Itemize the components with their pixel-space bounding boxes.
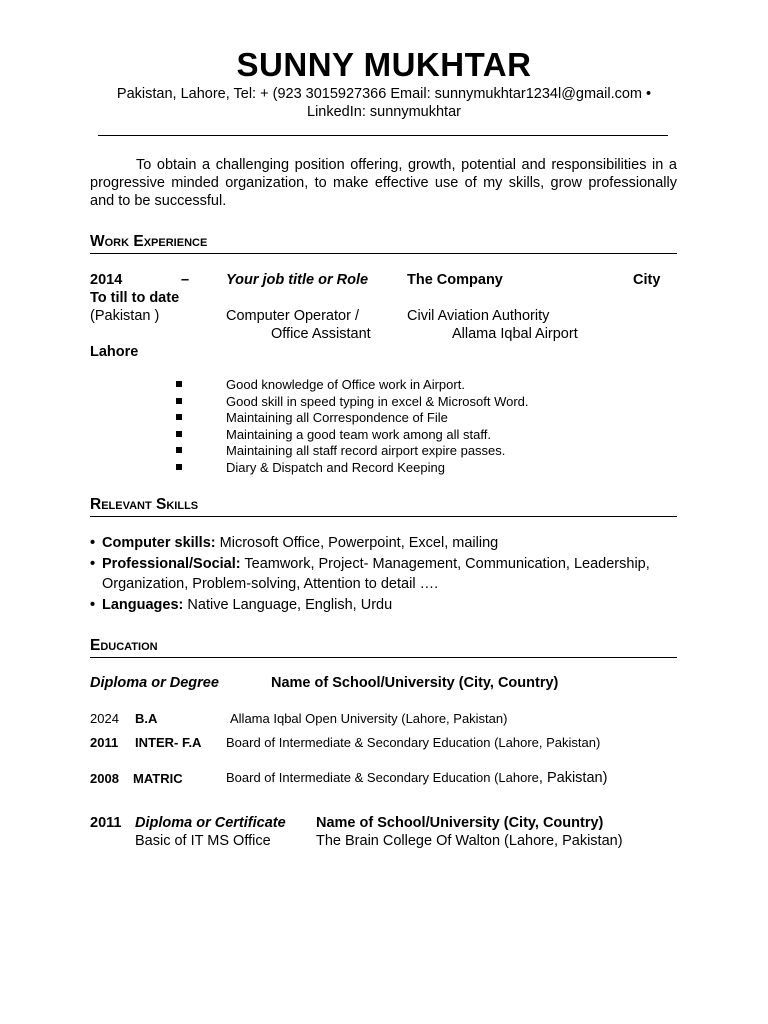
education-year: 2008: [90, 771, 119, 786]
bullet-icon: •: [90, 555, 96, 572]
square-bullet-icon: [176, 431, 182, 437]
education-degree: INTER- F.A: [135, 735, 202, 750]
skill-text: Microsoft Office, Powerpoint, Excel, mailing: [215, 535, 499, 551]
work-date-end: To till to date: [90, 290, 180, 306]
education-degree: B.A: [135, 711, 158, 726]
relevant-skills-heading: Relevant Skills: [90, 496, 677, 517]
square-bullet-icon: [176, 447, 182, 453]
education-school: Allama Iqbal Open University (Lahore, Pakistan): [230, 711, 508, 726]
duty-item: Good skill in speed typing in excel & Microsoft Word.: [226, 394, 529, 409]
duty-item: Diary & Dispatch and Record Keeping: [226, 460, 445, 475]
work-city: Lahore: [90, 344, 139, 360]
education-school-main: Board of Intermediate & Secondary Education (Lahore: [226, 770, 539, 785]
job-title-label: Your job title or Role: [226, 272, 369, 288]
square-bullet-icon: [176, 414, 182, 420]
skill-item: [90, 533, 680, 554]
duty-item: Good knowledge of Office work in Airport.: [226, 377, 465, 392]
duty-item: Maintaining all Correspondence of File: [226, 410, 448, 425]
skill-text: Native Language, English, Urdu: [183, 596, 393, 613]
square-bullet-icon: [176, 398, 182, 404]
skill-label: Languages:: [102, 596, 184, 613]
company-label: The Company: [407, 272, 503, 288]
certificate-label: Diploma or Certificate: [135, 815, 286, 831]
duty-item: Maintaining a good team work among all staff.: [226, 427, 491, 442]
skill-item: [90, 595, 680, 616]
skill-label: Computer skills:: [102, 535, 216, 551]
work-country: (Pakistan ): [90, 308, 160, 324]
work-role-line-1: Computer Operator /: [226, 308, 359, 324]
education-heading: Education: [90, 637, 677, 658]
skills-list: [90, 533, 680, 615]
contact-line-2: LinkedIn: sunnymukhtar: [307, 104, 461, 120]
work-date-start: 2014: [90, 272, 123, 288]
education-school: Board of Intermediate & Secondary Education (Lahore, Pakistan): [226, 735, 601, 750]
certificate-school-header: Name of School/University (City, Country): [316, 815, 604, 831]
work-date-dash: –: [181, 272, 190, 288]
education-degree: MATRIC: [133, 771, 183, 786]
education-year: 2011: [90, 735, 119, 750]
header-divider: [98, 135, 668, 136]
objective-paragraph: To obtain a challenging position offering, growth, potential and responsibilities in a progressive minded organization, to make effective use of my skills, grow professionally and to be successful.: [90, 157, 677, 209]
bullet-icon: •: [90, 535, 96, 551]
education-school: [226, 769, 607, 787]
square-bullet-icon: [176, 464, 182, 470]
certificate-year: 2011: [90, 815, 122, 831]
work-company-line-2: Allama Iqbal Airport: [452, 326, 578, 342]
education-col2-header: Name of School/University (City, Country): [271, 675, 559, 691]
contact-line-1: Pakistan, Lahore, Tel: + (923 3015927366 Email: sunnymukhtar1234l@gmail.com •: [116, 86, 652, 102]
skill-item: [90, 554, 680, 595]
square-bullet-icon: [176, 381, 182, 387]
bullet-icon: •: [90, 596, 96, 613]
work-experience-heading: Work Experience: [90, 233, 677, 254]
work-role-line-2: Office Assistant: [271, 326, 371, 342]
education-col1-header: Diploma or Degree: [90, 675, 219, 691]
skill-label: Professional/Social:: [102, 555, 241, 572]
certificate-name: Basic of IT MS Office: [135, 833, 271, 849]
skill-text: Teamwork, Project- Management, Communication, Leadership, Organization, Problem-solving, Attention to detail ….: [102, 555, 650, 592]
education-school-tail: , Pakistan): [538, 770, 608, 786]
education-year: 2024: [90, 711, 119, 726]
work-company-line-1: Civil Aviation Authority: [407, 308, 550, 324]
candidate-name: SUNNY MUKHTAR: [236, 46, 532, 83]
certificate-school: The Brain College Of Walton (Lahore, Pakistan): [316, 833, 623, 849]
duty-item: Maintaining all staff record airport expire passes.: [226, 443, 506, 458]
city-label: City: [633, 272, 661, 288]
